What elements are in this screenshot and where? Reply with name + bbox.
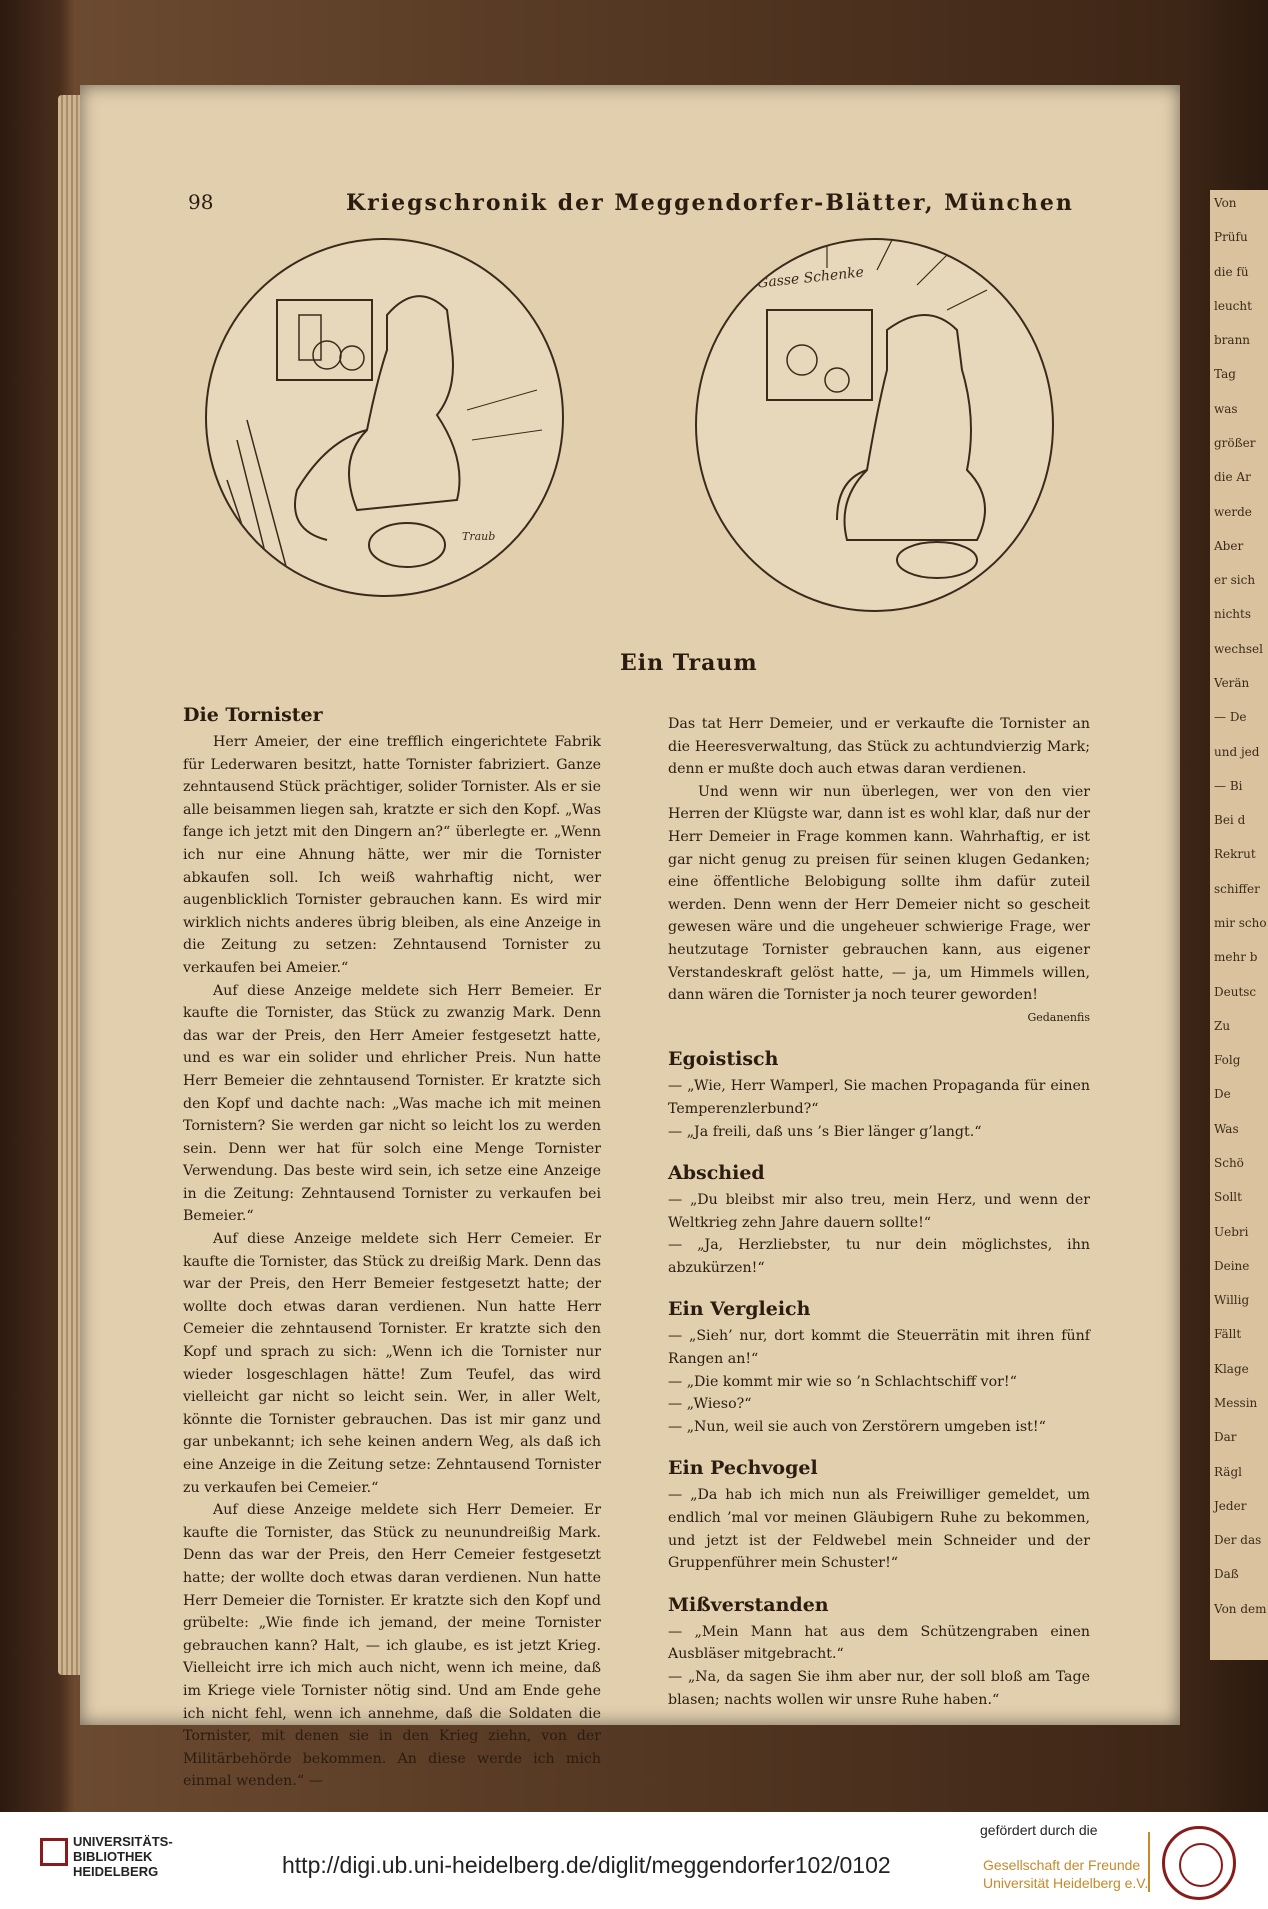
- adjacent-page-fragment: — Bi: [1214, 778, 1243, 793]
- illustration-right: [695, 238, 1054, 612]
- adjacent-page-fragment: er sich: [1214, 573, 1256, 588]
- story-paragraph: Das tat Herr Demeier, und er verkaufte die Tornister an die Heeresverwaltung, das Stück zu achtundvierzig Mark; denn er mußte doch auch etwas daran verdienen.: [668, 716, 1090, 778]
- story-paragraph: Herr Ameier, der eine trefflich eingerichtete Fabrik für Lederwaren besitzt, hatte Tornister fabriziert. Ganze zehntausend Stück prächtiger, solider Tornister. Als er sie alle beisammen liegen sah, kratzte er sich den Kopf. „Was fange ich jetzt mit den Dingern an?“ überlegte er. „Wenn ich nur eine Ahnung hätte, wer mir die Tornister abkaufen soll. Ich weiß wahrhaftig nicht, wer augenblicklich Tornister gebrauchen kann. Es wird mir wirklich nichts anderes übrig bleiben, als eine Anzeige in die Zeitung zu setzen: Zehntausend Tornister zu verkaufen bei Ameier.“: [183, 734, 601, 976]
- adjacent-page-fragment: Von: [1214, 196, 1237, 210]
- adjacent-page-fragment: was: [1214, 401, 1238, 416]
- permalink-url[interactable]: http://digi.ub.uni-heidelberg.de/diglit/meggendorfer102/0102: [282, 1852, 891, 1878]
- adjacent-page-fragment: Was: [1214, 1121, 1239, 1136]
- adjacent-page-fragment: Aber: [1214, 538, 1244, 553]
- adjacent-page-fragment: Rägl: [1214, 1464, 1242, 1479]
- anecdote-heading: Egoistisch: [668, 1048, 779, 1071]
- illustration-left: [205, 238, 564, 597]
- adjacent-page-fragment: Tag: [1214, 367, 1236, 382]
- adjacent-page-fragment: Uebri: [1214, 1224, 1249, 1239]
- svg-text:Traub: Traub: [462, 530, 496, 543]
- support-text: gefördert durch die: [980, 1822, 1098, 1838]
- adjacent-page-fragment: Verän: [1214, 676, 1250, 690]
- adjacent-page-fragment: Sollt: [1214, 1190, 1242, 1205]
- story-paragraph: Und wenn wir nun überlegen, wer von den vier Herren der Klügste war, dann ist es wohl klar, daß nur der Herr Demeier in Frage kommen kann. Wahrhaftig, er ist gar nicht genug zu preisen für seinen klugen Gedanken; eine öffentliche Belobigung sollte ihm dafür zuteil werden. Denn wenn der Herr Demeier nicht so gescheit gewesen wäre und die ungeheuer schwierige Frage, wer heutzutage Tornister gebrauchen kann, aus eigener Verstandeskraft gelöst hatte, — ja, um Himmels willen, dann wären die Tornister ja noch teurer geworden!: [668, 783, 1090, 1004]
- adjacent-page-fragment: Deutsc: [1214, 984, 1257, 999]
- anecdote-vergleich: [668, 1297, 1090, 1438]
- right-column: [668, 713, 1090, 1711]
- running-title: Kriegschronik der Meggendorfer-Blätter, München: [346, 190, 1074, 216]
- dialogue-line: — „Mein Mann hat aus dem Schützengraben einen Ausbläser mitgebracht.“: [668, 1623, 1090, 1663]
- adjacent-page-fragment: Bei d: [1214, 813, 1246, 828]
- anecdote-egoistisch: [668, 1047, 1090, 1143]
- adjacent-page-fragment: Willig: [1214, 1293, 1250, 1308]
- anecdote-heading: Ein Pechvogel: [668, 1457, 818, 1480]
- adjacent-page-fragment: Rekrut: [1214, 847, 1256, 862]
- dialogue-line: — „Ja, Herzliebster, tu nur dein möglichstes, ihn abzukürzen!“: [668, 1237, 1090, 1276]
- dialogue-line: — „Sieh’ nur, dort kommt die Steuerrätin mit ihren fünf Rangen an!“: [668, 1328, 1090, 1368]
- adjacent-page-fragment: — De: [1214, 710, 1247, 725]
- dialogue-line: — „Die kommt mir wie so ’n Schlachtschiff vor!“: [668, 1373, 1017, 1390]
- adjacent-page-fragment: Deine: [1214, 1258, 1250, 1273]
- adjacent-page-fragment: Fällt: [1214, 1327, 1242, 1342]
- adjacent-page-fragment: mir scho: [1214, 916, 1267, 930]
- adjacent-page-fragment: brann: [1214, 333, 1251, 348]
- university-seal-icon: [1162, 1826, 1236, 1900]
- story-paragraph: Auf diese Anzeige meldete sich Herr Bemeier. Er kaufte die Tornister, das Stück zu zwanzig Mark. Denn das war der Preis, den Herr Ameier festgesetzt hatte, und es war ein solider und ehrlicher Preis. Nun hatte Herr Bemeier die zehntausend Tornister. Er kratzte sich den Kopf und dachte nach: „Was mache ich mit meinen Tornistern? Sie werden gar nicht so leicht los zu werden sein. Denn wer hat für solch eine Menge Tornister Verwendung. Das beste wird sein, ich setze eine Anzeige in die Zeitung: Zehntausend Tornister zu verkaufen bei Bemeier.“: [183, 982, 601, 1225]
- adjacent-page-fragment: Dar: [1214, 1430, 1237, 1445]
- story-heading: Die Tornister: [183, 704, 323, 726]
- adjacent-page-fragment: größer: [1214, 436, 1256, 450]
- sketch-man-tavern: [697, 240, 1052, 610]
- dialogue-line: — „Ja freili, daß uns ’s Bier länger g’langt.“: [668, 1123, 982, 1140]
- adjacent-page-fragment: werde: [1214, 504, 1252, 519]
- author-signature: Gedanenfis: [1027, 1010, 1090, 1024]
- adjacent-page-fragment: nichts: [1214, 607, 1251, 622]
- adjacent-page-fragment: Zu: [1214, 1018, 1231, 1033]
- anecdote-pechvogel: [668, 1456, 1090, 1574]
- page-number: 98: [188, 190, 214, 214]
- library-logo-icon: [40, 1838, 68, 1866]
- adjacent-page-fragment: schiffer: [1214, 881, 1260, 896]
- left-column: [183, 703, 601, 1793]
- anecdote-missverstanden: [668, 1593, 1090, 1711]
- digitization-footer: [0, 1812, 1268, 1909]
- anecdote-abschied: [668, 1161, 1090, 1279]
- adjacent-page-fragment: De: [1214, 1087, 1231, 1102]
- adjacent-page-fragment: Klage: [1214, 1361, 1249, 1376]
- adjacent-page-fragment: die Ar: [1214, 470, 1251, 485]
- adjacent-page-fragment: mehr b: [1214, 950, 1258, 965]
- adjacent-page: [1210, 190, 1268, 1660]
- dialogue-line: — „Nun, weil sie auch von Zerstörern umgeben ist!“: [668, 1418, 1046, 1435]
- anecdote-heading: Mißverstanden: [668, 1593, 829, 1616]
- adjacent-page-fragment: Von dem: [1214, 1601, 1267, 1616]
- sketch-man-dreaming: [207, 240, 562, 595]
- anecdote-heading: Ein Vergleich: [668, 1298, 811, 1321]
- adjacent-page-fragment: Schö: [1214, 1156, 1244, 1170]
- society-name: Gesellschaft der Freunde Universität Heidelberg e.V.: [983, 1857, 1149, 1891]
- dialogue-line: — „Da hab ich mich nun als Freiwilliger gemeldet, um endlich ’mal vor meinen Gläubigern Ruhe zu bekommen, und jetzt ist der Feldwebel mein Schneider und der Gruppenführer mein Schuster!“: [668, 1487, 1090, 1572]
- library-name: UNIVERSITÄTS- BIBLIOTHEK HEIDELBERG: [73, 1834, 173, 1879]
- tavern-sign: Gasse Schenke: [756, 264, 865, 292]
- dialogue-line: — „Wieso?“: [668, 1396, 752, 1413]
- dialogue-line: — „Du bleibst mir also treu, mein Herz, und wenn der Weltkrieg zehn Jahre dauern sollte!“: [668, 1192, 1090, 1231]
- footer-divider: [1148, 1832, 1150, 1892]
- adjacent-page-fragment: die fü: [1214, 264, 1249, 279]
- adjacent-page-fragment: Jeder: [1214, 1498, 1247, 1513]
- anecdote-heading: Abschied: [668, 1162, 765, 1185]
- illustration-caption: Ein Traum: [620, 650, 758, 676]
- adjacent-page-fragment: Daß: [1214, 1567, 1239, 1582]
- adjacent-page-fragment: Der das: [1214, 1533, 1262, 1548]
- adjacent-page-fragment: Messin: [1214, 1396, 1258, 1410]
- adjacent-page-fragment: leucht: [1214, 298, 1252, 313]
- adjacent-page-fragment: Folg: [1214, 1053, 1241, 1068]
- adjacent-page-fragment: wechsel: [1214, 641, 1263, 656]
- story-paragraph: Auf diese Anzeige meldete sich Herr Demeier. Er kaufte die Tornister, das Stück zu neunundreißig Mark. Denn das war der Preis, den Herr Cemeier festgesetzt hatte; der wollte doch etwas daran verdienen. Nun hatte Herr Demeier die Tornister. Er kratzte sich den Kopf und grübelte: „Wie finde ich jemand, der meine Tornister gebrauchen kann? Halt, — ich glaube, es ist jetzt Krieg. Vielleicht irre ich mich auch nicht, wenn ich meine, daß im Kriege viele Tornister nötig sind. Und am Ende gehe ich nicht fehl, wenn ich annehme, daß die Soldaten die Tornister, mit denen sie in den Krieg ziehn, von der Militärbehörde bekommen. An diese werde ich mich einmal wenden.“ —: [183, 1502, 601, 1790]
- adjacent-page-fragment: und jed: [1214, 744, 1260, 759]
- adjacent-page-fragment: Prüfu: [1214, 230, 1248, 245]
- dialogue-line: — „Na, da sagen Sie ihm aber nur, der soll bloß am Tage blasen; nachts wollen wir unsre Ruhe haben.“: [668, 1669, 1090, 1708]
- dialogue-line: — „Wie, Herr Wamperl, Sie machen Propaganda für einen Temperenzlerbund?“: [668, 1078, 1090, 1117]
- story-paragraph: Auf diese Anzeige meldete sich Herr Cemeier. Er kaufte die Tornister, das Stück zu dreißig Mark. Denn das war der Preis, den Herr Bemeier festgesetzt hatte; der wollte doch etwas daran verdienen. Nun hatte Herr Cemeier die zehntausend Tornister. Er kratzte sich den Kopf und sprach zu sich: „Wenn ich die Tornister nur wieder losgeschlagen hätte! Zum Teufel, das wird vielleicht gar nicht so leicht sein. Wer, in aller Welt, könnte die Tornister gebrauchen. Das ist mir ganz und gar unbekannt; ich sehe keinen andern Weg, als daß ich eine Anzeige in die Zeitung setze: Zehntausend Tornister zu verkaufen bei Cemeier.“: [183, 1231, 601, 1496]
